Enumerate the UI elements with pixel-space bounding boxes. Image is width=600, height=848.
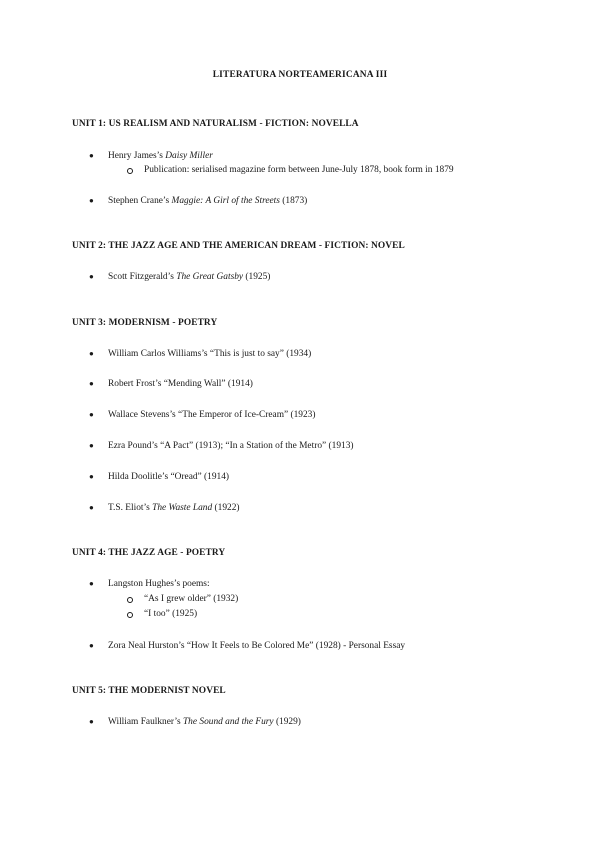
list-item bbox=[108, 503, 240, 513]
work-title: The Sound and the Fury bbox=[182, 717, 274, 727]
work-title: The Waste Land bbox=[152, 503, 213, 513]
bullet-icon: ● bbox=[89, 472, 94, 481]
year: (1925) bbox=[243, 272, 271, 282]
circle-bullet-icon bbox=[127, 612, 133, 618]
page-title: LITERATURA NORTEAMERICANA III bbox=[212, 70, 388, 80]
list-item bbox=[108, 151, 213, 161]
list-item bbox=[108, 196, 307, 206]
list-item: Robert Frost’s “Mending Wall” (1914) bbox=[108, 379, 253, 389]
bullet-icon: ● bbox=[89, 641, 94, 650]
bullet-icon: ● bbox=[89, 717, 94, 726]
list-item: Wallace Stevens’s “The Emperor of Ice-Cream” (1923) bbox=[108, 410, 316, 420]
list-item: William Carlos Williams’s “This is just to say” (1934) bbox=[108, 349, 312, 359]
work-title: Maggie: A Girl of the Streets bbox=[171, 196, 280, 206]
bullet-icon: ● bbox=[89, 151, 94, 160]
unit-5-heading: UNIT 5: THE MODERNIST NOVEL bbox=[72, 686, 226, 696]
list-item: Langston Hughes’s poems: bbox=[108, 579, 210, 589]
unit-4-heading: UNIT 4: THE JAZZ AGE - POETRY bbox=[72, 548, 226, 558]
list-item: Hilda Doolitle’s “Oread” (1914) bbox=[108, 472, 230, 482]
year: (1922) bbox=[212, 503, 240, 513]
list-item: Zora Neal Hurston’s “How It Feels to Be Colored Me” (1928) - Personal Essay bbox=[108, 641, 406, 651]
list-item: Ezra Pound’s “A Pact” (1913); “In a Station of the Metro” (1913) bbox=[108, 441, 354, 451]
author: Stephen Crane’s bbox=[108, 196, 172, 206]
bullet-icon: ● bbox=[89, 410, 94, 419]
unit-1-heading: UNIT 1: US REALISM AND NATURALISM - FICTION: NOVELLA bbox=[72, 119, 359, 129]
year: (1929) bbox=[273, 717, 301, 727]
work-title: Daisy Miller bbox=[165, 151, 213, 161]
bullet-icon: ● bbox=[89, 349, 94, 358]
bullet-icon: ● bbox=[89, 579, 94, 588]
author: T.S. Eliot’s bbox=[108, 503, 153, 513]
bullet-icon: ● bbox=[89, 196, 94, 205]
bullet-icon: ● bbox=[89, 441, 94, 450]
bullet-icon: ● bbox=[89, 503, 94, 512]
list-item bbox=[108, 272, 270, 282]
sub-list-item: Publication: serialised magazine form between June-July 1878, book form in 1879 bbox=[144, 165, 454, 175]
circle-bullet-icon bbox=[127, 597, 133, 603]
sub-list-item: “I too” (1925) bbox=[144, 609, 198, 619]
author: Henry James’s bbox=[108, 151, 166, 161]
unit-2-heading: UNIT 2: THE JAZZ AGE AND THE AMERICAN DREAM - FICTION: NOVEL bbox=[72, 241, 405, 251]
year: (1873) bbox=[279, 196, 308, 206]
bullet-icon: ● bbox=[89, 379, 94, 388]
list-item bbox=[108, 717, 301, 727]
bullet-icon: ● bbox=[89, 272, 94, 281]
author: William Faulkner’s bbox=[108, 717, 183, 727]
work-title: The Great Gatsby bbox=[176, 272, 244, 282]
unit-3-heading: UNIT 3: MODERNISM - POETRY bbox=[72, 318, 218, 328]
sub-list-item: “As I grew older” (1932) bbox=[144, 594, 239, 604]
author: Scott Fitzgerald’s bbox=[108, 272, 177, 282]
circle-bullet-icon bbox=[127, 168, 133, 174]
